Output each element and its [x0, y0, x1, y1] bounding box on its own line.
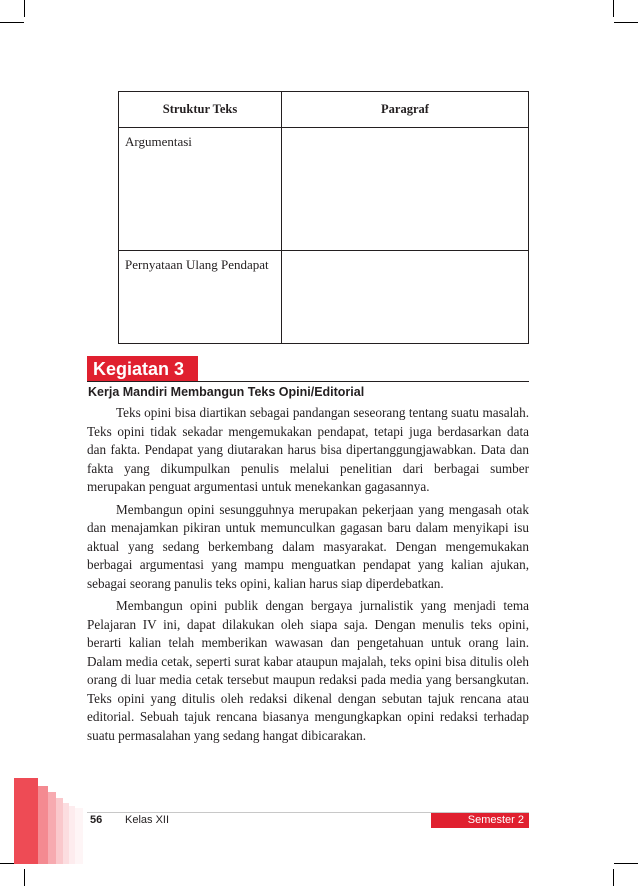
- crop-mark: [24, 0, 25, 17]
- table-cell-label: Argumentasi: [119, 128, 282, 251]
- table-row: [119, 128, 529, 251]
- paragraph: Membangun opini publik dengan bergaya jurnalistik yang menjadi tema Pelajaran IV ini, dapat dilakukan oleh siapa saja. Dengan menulis teks opini, berarti kalian telah memberikan wawasan dan pengetahuan untuk orang lain. Dalam media cetak, seperti surat kabar ataupun majalah, teks opini bisa ditulis oleh orang di luar media cetak tersebut maupun redaksi pada media yang bersangkutan. Teks opini yang ditulis oleh redaksi dikenal dengan sebutan tajuk rencana atau editorial. Sebuah tajuk rencana biasanya mengungkapkan opini redaksi terhadap suatu permasalahan yang sedang hangat dibicarakan.: [87, 598, 529, 743]
- table-header: Paragraf: [282, 92, 529, 128]
- paragraph: Teks opini bisa diartikan sebagai pandangan seseorang tentang suatu masalah. Teks opini tidak sekadar mengemukakan pendapat, tetapi juga berdasarkan data dan fakta. Pendapat yang diutarakan harus bisa dipertanggungjawabkan. Data dan fakta yang dikumpulkan penulis melalui penelitian dari berbagai sumber merupakan penguat argumentasi untuk menekankan gagasannya.: [87, 405, 529, 494]
- structure-table: [118, 91, 529, 344]
- table-header-row: [119, 92, 529, 128]
- section-divider: [87, 381, 529, 382]
- page-number: 56: [90, 814, 103, 826]
- crop-mark: [614, 22, 638, 23]
- table-cell-paragraph: [282, 251, 529, 344]
- semester-badge: Semester 2: [431, 813, 529, 828]
- crop-mark: [24, 869, 25, 886]
- table-cell-label: Pernyataan Ulang Pendapat: [119, 251, 282, 344]
- crop-mark: [0, 22, 24, 23]
- table-cell-paragraph: [282, 128, 529, 251]
- table-header: Struktur Teks: [119, 92, 282, 128]
- section-subtitle: Kerja Mandiri Membangun Teks Opini/Editorial: [88, 385, 365, 399]
- crop-mark: [613, 869, 614, 886]
- paragraph: Membangun opini sesungguhnya merupakan pekerjaan yang mengasah otak dan menajamkan pikiran untuk memunculkan gagasan baru dalam menyikapi isu aktual yang sedang berkembang dalam masyarakat. Dengan mengemukakan berbagai argumentasi yang mampu menguatkan pendapat yang kalian ajukan, sebagai seorang panulis teks opini, kalian harus siap diperdebatkan.: [87, 501, 529, 591]
- table-row: [119, 251, 529, 344]
- crop-mark: [614, 863, 638, 864]
- activity-badge: Kegiatan 3: [87, 356, 198, 382]
- body-text: [87, 404, 529, 749]
- crop-mark: [613, 0, 614, 17]
- class-label: Kelas XII: [125, 814, 170, 826]
